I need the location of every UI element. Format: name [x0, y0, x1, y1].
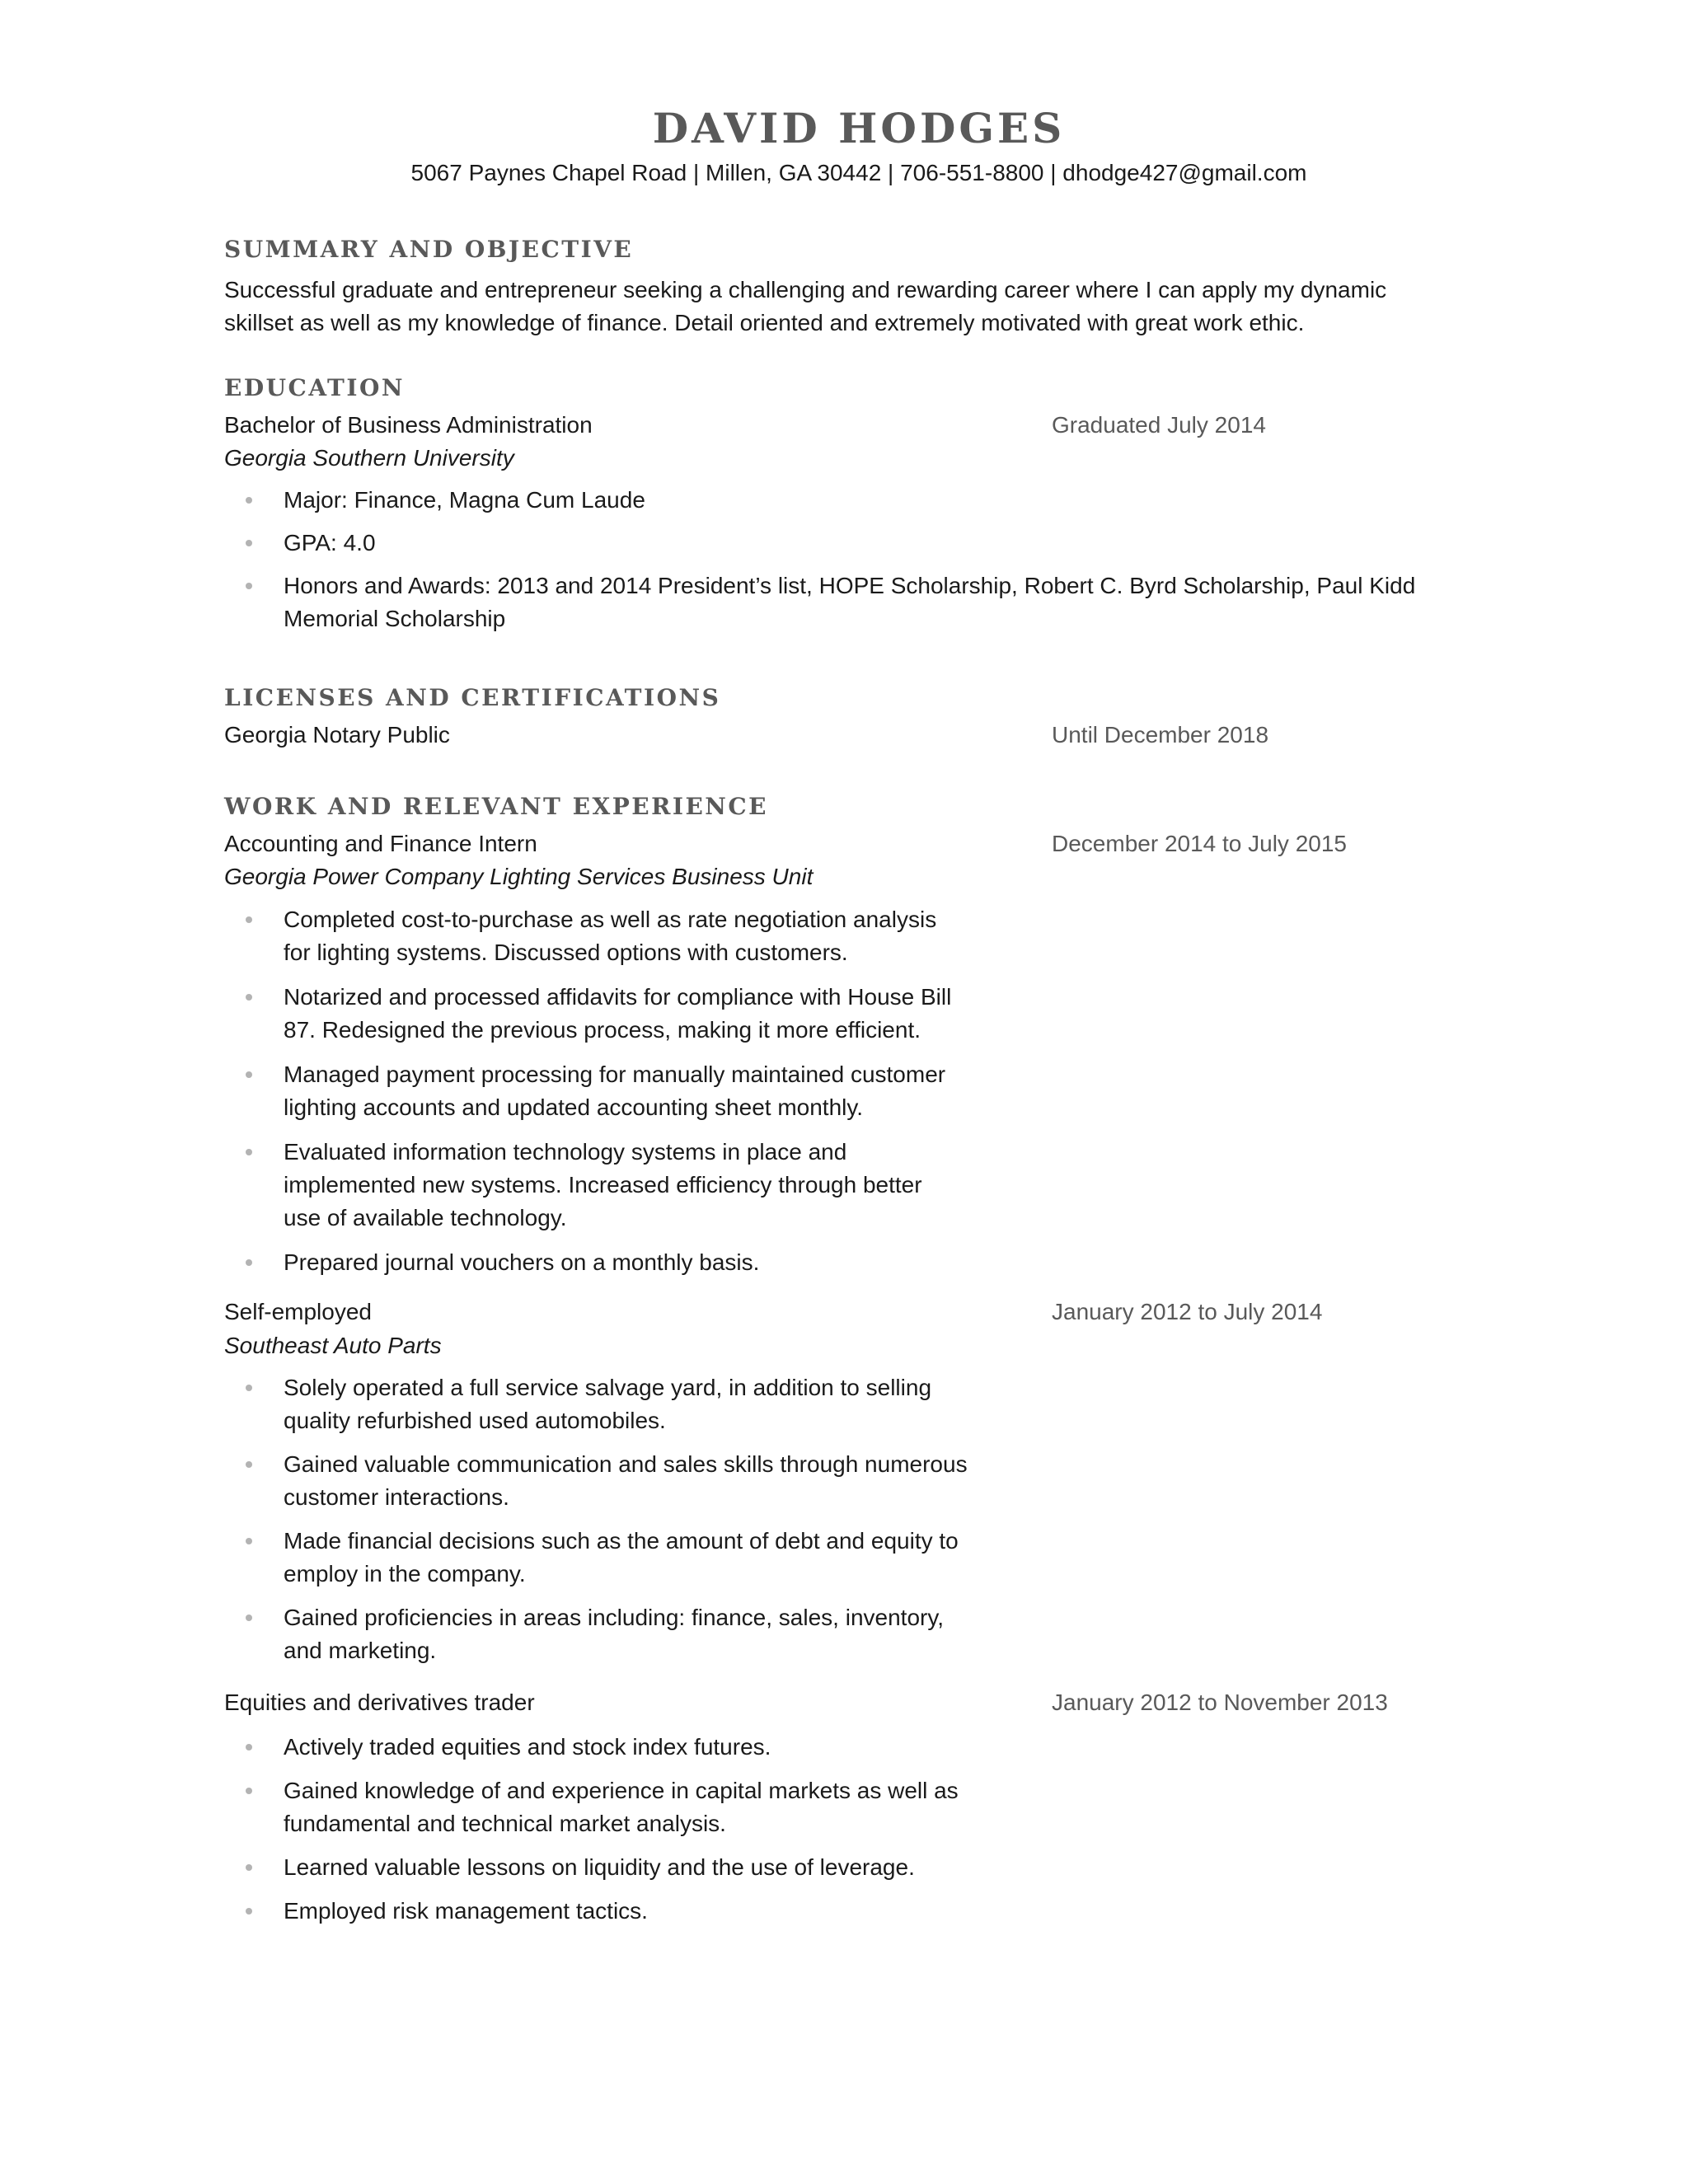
experience-heading: WORK AND RELEVANT EXPERIENCE: [224, 793, 769, 820]
summary-heading: SUMMARY AND OBJECTIVE: [224, 236, 634, 263]
license-title: Georgia Notary Public: [224, 722, 450, 748]
bullet-icon: [246, 1788, 252, 1794]
job-2-bullets: [224, 1371, 1048, 1667]
list-item: Evaluated information technology systems in place and implemented new systems. Increased efficiency through better use of available technology.: [224, 1136, 1048, 1235]
job-2-title: Self-employed: [224, 1299, 372, 1324]
bullet-icon: [246, 1259, 252, 1266]
bullet-icon: [246, 1864, 252, 1871]
list-item: Major: Finance, Magna Cum Laude: [224, 484, 1493, 517]
bullet-icon: [246, 1538, 252, 1544]
bullet-icon: [246, 1149, 252, 1155]
bullet-icon: [246, 916, 252, 923]
degree-title: Bachelor of Business Administration: [224, 412, 593, 438]
list-item: Managed payment processing for manually maintained customer lighting accounts and updated accounting sheet monthly.: [224, 1058, 1048, 1124]
job-1-org: Georgia Power Company Lighting Services Business Unit: [224, 864, 814, 889]
bullet-icon: [246, 540, 252, 546]
bullet-icon: [246, 1071, 252, 1078]
list-item: Actively traded equities and stock index futures.: [224, 1731, 1048, 1764]
list-item: Solely operated a full service salvage yard, in addition to selling quality refurbished used automobiles.: [224, 1371, 1048, 1437]
job-1-bullets: [224, 903, 1048, 1279]
job-3-title: Equities and derivatives trader: [224, 1690, 535, 1715]
bullet-icon: [246, 1744, 252, 1750]
job-1-title: Accounting and Finance Intern: [224, 831, 537, 856]
education-heading: EDUCATION: [224, 374, 405, 401]
bullet-icon: [246, 1908, 252, 1915]
bullet-icon: [246, 1615, 252, 1621]
bullet-icon: [246, 583, 252, 589]
candidate-name: DAVID HODGES: [652, 104, 1066, 152]
summary-line-1: Successful graduate and entrepreneur seeking a challenging and rewarding career where I can apply my dynamic: [224, 277, 1387, 302]
list-item: Employed risk management tactics.: [224, 1895, 1048, 1928]
education-bullets: [224, 484, 1493, 635]
list-item: Gained proficiencies in areas including: finance, sales, inventory, and marketing.: [224, 1601, 1048, 1667]
list-item: Completed cost-to-purchase as well as rate negotiation analysis for lighting systems. Discussed options with customers.: [224, 903, 1048, 969]
list-item: Honors and Awards: 2013 and 2014 President’s list, HOPE Scholarship, Robert C. Byrd Scholarship, Paul Kidd Memorial Scholarship: [224, 569, 1493, 635]
graduation-date: Graduated July 2014: [1052, 412, 1266, 438]
contact-line: 5067 Paynes Chapel Road | Millen, GA 30442 | 706-551-8800 | dhodge427@gmail.com: [410, 160, 1307, 185]
summary-line-2: skillset as well as my knowledge of finance. Detail oriented and extremely motivated with great work ethic.: [224, 310, 1305, 335]
bullet-icon: [246, 497, 252, 504]
job-1-date: December 2014 to July 2015: [1052, 831, 1347, 856]
list-item: Made financial decisions such as the amount of debt and equity to employ in the company.: [224, 1525, 1048, 1591]
school-name: Georgia Southern University: [224, 445, 514, 471]
licenses-heading: LICENSES AND CERTIFICATIONS: [224, 684, 721, 711]
bullet-icon: [246, 994, 252, 1001]
bullet-icon: [246, 1385, 252, 1391]
job-3-bullets: [224, 1731, 1048, 1928]
bullet-icon: [246, 1461, 252, 1468]
list-item: GPA: 4.0: [224, 527, 1493, 560]
list-item: Gained valuable communication and sales skills through numerous customer interactions.: [224, 1448, 1048, 1514]
job-3-date: January 2012 to November 2013: [1052, 1690, 1388, 1715]
license-date: Until December 2018: [1052, 722, 1269, 748]
list-item: Notarized and processed affidavits for compliance with House Bill 87. Redesigned the previous process, making it more efficient.: [224, 981, 1048, 1047]
list-item: Gained knowledge of and experience in capital markets as well as fundamental and technical market analysis.: [224, 1774, 1048, 1840]
job-2-org: Southeast Auto Parts: [224, 1333, 442, 1358]
list-item: Learned valuable lessons on liquidity and the use of leverage.: [224, 1851, 1048, 1884]
list-item: Prepared journal vouchers on a monthly basis.: [224, 1246, 1048, 1279]
job-2-date: January 2012 to July 2014: [1052, 1299, 1323, 1324]
